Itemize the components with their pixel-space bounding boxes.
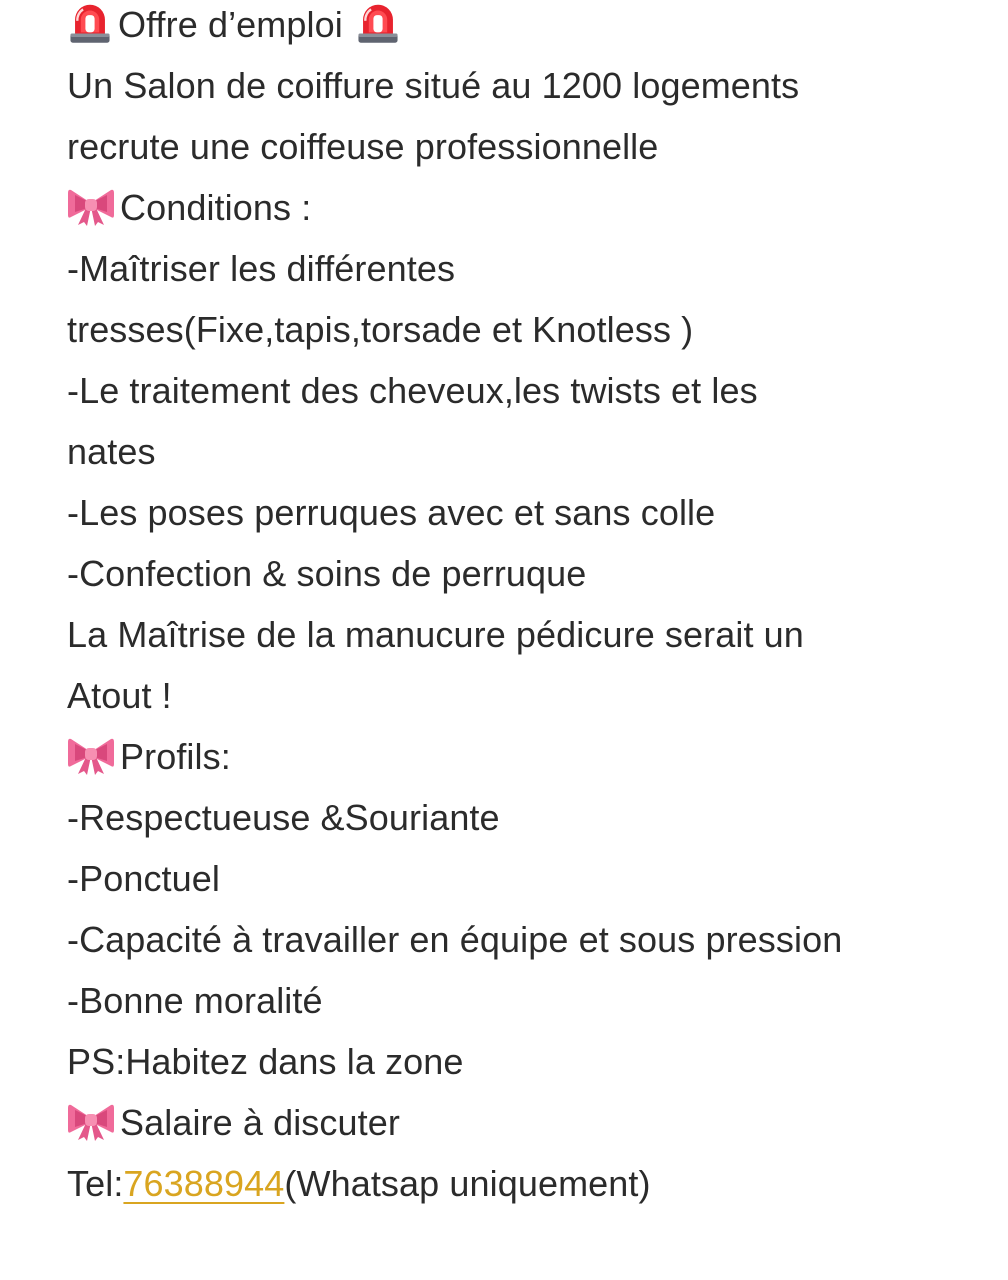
intro-line: Un Salon de coiffure situé au 1200 logements bbox=[67, 65, 800, 106]
job-offer-note bbox=[67, 0, 967, 1214]
title-line bbox=[67, 0, 967, 55]
ribbon-icon bbox=[67, 184, 115, 228]
rotating-light-icon bbox=[355, 0, 401, 45]
condition-line: -Maîtriser les différentes bbox=[67, 248, 456, 289]
condition-line: -Les poses perruques avec et sans colle bbox=[67, 492, 716, 533]
condition-line: -Confection & soins de perruque bbox=[67, 553, 587, 594]
profil-line: PS:Habitez dans la zone bbox=[67, 1041, 464, 1082]
profil-line: -Capacité à travailler en équipe et sous pression bbox=[67, 919, 843, 960]
profil-line: -Respectueuse &Souriante bbox=[67, 797, 500, 838]
contact-line bbox=[67, 1153, 967, 1214]
job-offer-title: Offre d’emploi bbox=[118, 4, 343, 45]
rotating-light-icon bbox=[67, 0, 113, 45]
condition-line: La Maîtrise de la manucure pédicure serait un bbox=[67, 614, 804, 655]
tel-label: Tel: bbox=[67, 1163, 124, 1204]
ribbon-icon bbox=[67, 1099, 115, 1143]
condition-line: -Le traitement des cheveux,les twists et les bbox=[67, 370, 758, 411]
phone-number-link[interactable]: 76388944 bbox=[123, 1163, 285, 1204]
salaire-text: Salaire à discuter bbox=[120, 1102, 400, 1143]
condition-line: Atout ! bbox=[67, 675, 172, 716]
profils-heading-text: Profils: bbox=[120, 736, 231, 777]
profil-line: -Ponctuel bbox=[67, 858, 220, 899]
profil-line: -Bonne moralité bbox=[67, 980, 323, 1021]
condition-line: tresses(Fixe,tapis,torsade et Knotless ) bbox=[67, 309, 694, 350]
condition-line: nates bbox=[67, 431, 156, 472]
ribbon-icon bbox=[67, 733, 115, 777]
conditions-heading-text: Conditions : bbox=[120, 187, 312, 228]
profils-heading bbox=[67, 726, 967, 787]
conditions-heading bbox=[67, 177, 967, 238]
whatsapp-note: (Whatsap uniquement) bbox=[284, 1163, 651, 1204]
salaire-line bbox=[67, 1092, 967, 1153]
intro-line: recrute une coiffeuse professionnelle bbox=[67, 126, 659, 167]
